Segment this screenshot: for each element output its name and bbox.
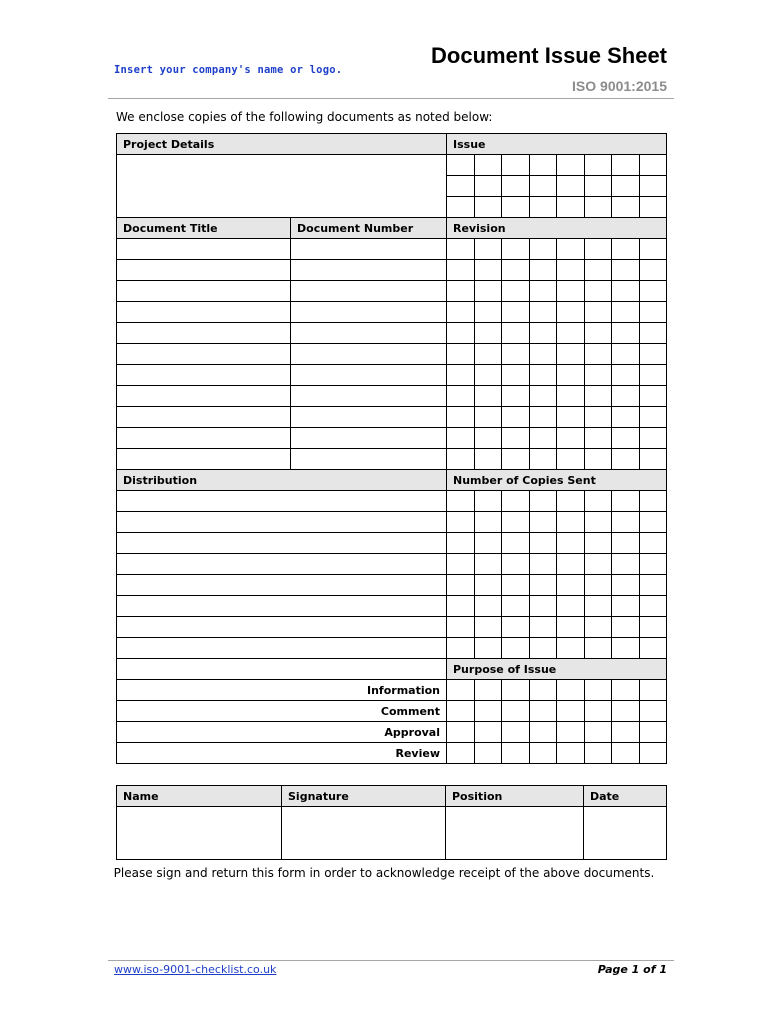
- revision-cell[interactable]: [612, 407, 640, 428]
- document-title-field[interactable]: [117, 428, 291, 449]
- distribution-header-row: [117, 470, 667, 491]
- copies-cell[interactable]: [612, 512, 640, 533]
- copies-cell[interactable]: [557, 638, 585, 659]
- revision-cell[interactable]: [584, 260, 612, 281]
- page-number: Page 1 of 1: [597, 963, 667, 976]
- document-number-field[interactable]: [291, 302, 447, 323]
- purpose-information-cell[interactable]: [612, 680, 640, 701]
- document-row: [117, 260, 667, 281]
- purpose-comment-cell[interactable]: [447, 701, 475, 722]
- revision-cell[interactable]: [584, 239, 612, 260]
- document-title-field[interactable]: [117, 386, 291, 407]
- issue-day-cell[interactable]: [447, 155, 475, 176]
- revision-cell[interactable]: [447, 260, 475, 281]
- purpose-approval-cell[interactable]: [612, 722, 640, 743]
- purpose-header-row: [117, 659, 667, 680]
- revision-cell[interactable]: [612, 302, 640, 323]
- company-name-placeholder: Insert your company's name or logo.: [114, 64, 343, 76]
- purpose-approval-cell[interactable]: [639, 722, 667, 743]
- footer-divider: [108, 960, 674, 961]
- issue-month-cell[interactable]: [502, 176, 530, 197]
- revision-cell[interactable]: [474, 281, 502, 302]
- purpose-information-cell[interactable]: [557, 680, 585, 701]
- copies-cell[interactable]: [639, 575, 667, 596]
- copies-cell[interactable]: [612, 575, 640, 596]
- copies-cell[interactable]: [557, 533, 585, 554]
- revision-cell[interactable]: [502, 407, 530, 428]
- copies-cell[interactable]: [639, 491, 667, 512]
- issue-month-cell[interactable]: [612, 176, 640, 197]
- purpose-approval-cell[interactable]: [447, 722, 475, 743]
- copies-cell[interactable]: [612, 638, 640, 659]
- revision-cell[interactable]: [612, 386, 640, 407]
- website-link[interactable]: www.iso-9001-checklist.co.uk: [114, 963, 277, 976]
- revision-cell[interactable]: [502, 323, 530, 344]
- position-header: Position: [446, 786, 584, 807]
- revision-cell[interactable]: [529, 344, 557, 365]
- document-number-field[interactable]: [291, 344, 447, 365]
- revision-cell[interactable]: [529, 281, 557, 302]
- revision-cell[interactable]: [474, 449, 502, 470]
- purpose-review-cell[interactable]: [474, 743, 502, 764]
- copies-cell[interactable]: [474, 533, 502, 554]
- purpose-comment-cell[interactable]: [529, 701, 557, 722]
- copies-cell[interactable]: [557, 617, 585, 638]
- distribution-row: [117, 533, 667, 554]
- copies-cell[interactable]: [447, 554, 475, 575]
- revision-cell[interactable]: [557, 386, 585, 407]
- signature-header: Signature: [282, 786, 446, 807]
- distribution-field[interactable]: [117, 596, 447, 617]
- revision-cell[interactable]: [447, 428, 475, 449]
- issue-month-cell[interactable]: [584, 176, 612, 197]
- copies-cell[interactable]: [612, 596, 640, 617]
- project-details-header: Project Details: [117, 134, 447, 155]
- copies-cell[interactable]: [502, 596, 530, 617]
- purpose-comment-cell[interactable]: [612, 701, 640, 722]
- revision-cell[interactable]: [529, 260, 557, 281]
- document-number-field[interactable]: [291, 428, 447, 449]
- copies-cell[interactable]: [502, 533, 530, 554]
- issue-month-cell[interactable]: [557, 176, 585, 197]
- document-number-field[interactable]: [291, 260, 447, 281]
- copies-cell[interactable]: [612, 533, 640, 554]
- revision-cell[interactable]: [639, 365, 667, 386]
- purpose-review-cell[interactable]: [447, 743, 475, 764]
- revision-cell[interactable]: [584, 365, 612, 386]
- revision-cell[interactable]: [557, 365, 585, 386]
- revision-cell[interactable]: [447, 449, 475, 470]
- document-row: [117, 302, 667, 323]
- purpose-approval-cell[interactable]: [502, 722, 530, 743]
- document-number-field[interactable]: [291, 281, 447, 302]
- copies-cell[interactable]: [447, 617, 475, 638]
- signature-field[interactable]: [282, 807, 446, 860]
- copies-cell[interactable]: [557, 596, 585, 617]
- copies-cell[interactable]: [447, 596, 475, 617]
- revision-cell[interactable]: [584, 428, 612, 449]
- revision-cell[interactable]: [529, 386, 557, 407]
- copies-cell[interactable]: [447, 512, 475, 533]
- copies-cell[interactable]: [529, 512, 557, 533]
- signoff-table: [116, 785, 667, 860]
- revision-cell[interactable]: [474, 344, 502, 365]
- issue-year-cell[interactable]: [612, 197, 640, 218]
- revision-cell[interactable]: [639, 239, 667, 260]
- copies-cell[interactable]: [639, 617, 667, 638]
- document-title-field[interactable]: [117, 323, 291, 344]
- revision-cell[interactable]: [447, 239, 475, 260]
- issue-day-cell[interactable]: [474, 155, 502, 176]
- copies-cell[interactable]: [584, 638, 612, 659]
- copies-cell[interactable]: [584, 533, 612, 554]
- document-row: [117, 407, 667, 428]
- copies-cell[interactable]: [529, 554, 557, 575]
- copies-cell[interactable]: [639, 554, 667, 575]
- copies-cell[interactable]: [474, 512, 502, 533]
- copies-cell[interactable]: [474, 575, 502, 596]
- issue-year-cell[interactable]: [584, 197, 612, 218]
- revision-cell[interactable]: [639, 428, 667, 449]
- issue-year-cell[interactable]: [474, 197, 502, 218]
- revision-cell[interactable]: [502, 428, 530, 449]
- issue-month-cell[interactable]: [474, 176, 502, 197]
- revision-cell[interactable]: [502, 386, 530, 407]
- purpose-review-cell[interactable]: [612, 743, 640, 764]
- copies-cell[interactable]: [557, 575, 585, 596]
- revision-cell[interactable]: [447, 407, 475, 428]
- purpose-row-review: [117, 743, 667, 764]
- revision-cell[interactable]: [474, 407, 502, 428]
- name-header: Name: [117, 786, 282, 807]
- document-number-header: Document Number: [291, 218, 447, 239]
- revision-cell[interactable]: [612, 260, 640, 281]
- revision-cell[interactable]: [502, 260, 530, 281]
- purpose-review-cell[interactable]: [639, 743, 667, 764]
- document-row: [117, 428, 667, 449]
- revision-cell[interactable]: [474, 239, 502, 260]
- revision-cell[interactable]: [612, 428, 640, 449]
- revision-cell[interactable]: [557, 302, 585, 323]
- project-details-field[interactable]: [117, 155, 447, 218]
- copies-cell[interactable]: [474, 554, 502, 575]
- purpose-comment-cell[interactable]: [557, 701, 585, 722]
- revision-cell[interactable]: [612, 344, 640, 365]
- revision-cell[interactable]: [584, 281, 612, 302]
- distribution-field[interactable]: [117, 554, 447, 575]
- copies-cell[interactable]: [474, 617, 502, 638]
- issue-day-cell[interactable]: [557, 155, 585, 176]
- copies-cell[interactable]: [447, 491, 475, 512]
- copies-cell[interactable]: [529, 596, 557, 617]
- revision-cell[interactable]: [447, 323, 475, 344]
- document-title-field[interactable]: [117, 239, 291, 260]
- purpose-information-cell[interactable]: [529, 680, 557, 701]
- issue-row-day: [117, 155, 667, 176]
- purpose-information-cell[interactable]: [474, 680, 502, 701]
- revision-cell[interactable]: [502, 281, 530, 302]
- issue-year-cell[interactable]: [557, 197, 585, 218]
- purpose-row-comment: [117, 701, 667, 722]
- copies-cell[interactable]: [529, 638, 557, 659]
- purpose-row-approval: [117, 722, 667, 743]
- revision-cell[interactable]: [639, 302, 667, 323]
- copies-cell[interactable]: [557, 512, 585, 533]
- revision-cell[interactable]: [447, 386, 475, 407]
- document-row: [117, 344, 667, 365]
- document-row: [117, 386, 667, 407]
- copies-cell[interactable]: [557, 491, 585, 512]
- position-field[interactable]: [446, 807, 584, 860]
- document-row: [117, 365, 667, 386]
- revision-cell[interactable]: [502, 239, 530, 260]
- document-number-field[interactable]: [291, 386, 447, 407]
- distribution-row: [117, 596, 667, 617]
- name-field[interactable]: [117, 807, 282, 860]
- revision-cell[interactable]: [529, 323, 557, 344]
- revision-cell[interactable]: [612, 239, 640, 260]
- purpose-comment-label: Comment: [117, 701, 447, 722]
- date-field[interactable]: [584, 807, 667, 860]
- purpose-review-label: Review: [117, 743, 447, 764]
- distribution-row: [117, 491, 667, 512]
- revision-cell[interactable]: [557, 239, 585, 260]
- purpose-comment-cell[interactable]: [502, 701, 530, 722]
- distribution-field[interactable]: [117, 491, 447, 512]
- revision-cell[interactable]: [639, 407, 667, 428]
- purpose-comment-cell[interactable]: [584, 701, 612, 722]
- revision-cell[interactable]: [612, 449, 640, 470]
- copies-cell[interactable]: [474, 491, 502, 512]
- copies-cell[interactable]: [502, 554, 530, 575]
- copies-cell[interactable]: [502, 617, 530, 638]
- purpose-information-label: Information: [117, 680, 447, 701]
- copies-sent-header: Number of Copies Sent: [447, 470, 667, 491]
- revision-cell[interactable]: [502, 449, 530, 470]
- issue-month-cell[interactable]: [639, 176, 667, 197]
- distribution-field[interactable]: [117, 617, 447, 638]
- copies-cell[interactable]: [639, 638, 667, 659]
- revision-cell[interactable]: [529, 239, 557, 260]
- copies-cell[interactable]: [612, 491, 640, 512]
- document-row: [117, 449, 667, 470]
- copies-cell[interactable]: [529, 575, 557, 596]
- document-title-field[interactable]: [117, 281, 291, 302]
- issue-year-cell[interactable]: [447, 197, 475, 218]
- copies-cell[interactable]: [529, 617, 557, 638]
- document-title-field[interactable]: [117, 407, 291, 428]
- distribution-field[interactable]: [117, 638, 447, 659]
- revision-cell[interactable]: [584, 302, 612, 323]
- purpose-approval-cell[interactable]: [557, 722, 585, 743]
- revision-cell[interactable]: [584, 323, 612, 344]
- copies-cell[interactable]: [639, 596, 667, 617]
- revision-cell[interactable]: [639, 344, 667, 365]
- purpose-approval-cell[interactable]: [474, 722, 502, 743]
- revision-cell[interactable]: [529, 449, 557, 470]
- document-title-field[interactable]: [117, 449, 291, 470]
- revision-cell[interactable]: [447, 344, 475, 365]
- revision-cell[interactable]: [474, 428, 502, 449]
- issue-day-cell[interactable]: [502, 155, 530, 176]
- issue-day-cell[interactable]: [529, 155, 557, 176]
- purpose-review-cell[interactable]: [557, 743, 585, 764]
- copies-cell[interactable]: [502, 491, 530, 512]
- distribution-row: [117, 575, 667, 596]
- revision-cell[interactable]: [502, 365, 530, 386]
- revision-cell[interactable]: [639, 449, 667, 470]
- revision-cell[interactable]: [447, 365, 475, 386]
- page-subtitle: ISO 9001:2015: [572, 78, 667, 94]
- purpose-approval-label: Approval: [117, 722, 447, 743]
- document-row: [117, 281, 667, 302]
- distribution-row: [117, 617, 667, 638]
- revision-cell[interactable]: [639, 281, 667, 302]
- purpose-approval-cell[interactable]: [529, 722, 557, 743]
- document-row: [117, 239, 667, 260]
- revision-cell[interactable]: [529, 407, 557, 428]
- project-header-row: [117, 134, 667, 155]
- copies-cell[interactable]: [584, 512, 612, 533]
- revision-cell[interactable]: [474, 386, 502, 407]
- issue-header: Issue: [447, 134, 667, 155]
- document-number-field[interactable]: [291, 365, 447, 386]
- revision-cell[interactable]: [584, 386, 612, 407]
- copies-cell[interactable]: [584, 575, 612, 596]
- document-title-field[interactable]: [117, 365, 291, 386]
- copies-cell[interactable]: [557, 554, 585, 575]
- copies-cell[interactable]: [612, 617, 640, 638]
- revision-cell[interactable]: [529, 365, 557, 386]
- purpose-approval-cell[interactable]: [584, 722, 612, 743]
- revision-cell[interactable]: [557, 428, 585, 449]
- copies-cell[interactable]: [584, 491, 612, 512]
- purpose-comment-cell[interactable]: [639, 701, 667, 722]
- revision-cell[interactable]: [447, 281, 475, 302]
- distribution-row: [117, 638, 667, 659]
- issue-year-cell[interactable]: [529, 197, 557, 218]
- issue-day-cell[interactable]: [584, 155, 612, 176]
- revision-cell[interactable]: [474, 323, 502, 344]
- document-number-field[interactable]: [291, 449, 447, 470]
- revision-cell[interactable]: [557, 407, 585, 428]
- revision-cell[interactable]: [557, 260, 585, 281]
- copies-cell[interactable]: [529, 491, 557, 512]
- issue-day-cell[interactable]: [639, 155, 667, 176]
- distribution-field[interactable]: [117, 533, 447, 554]
- purpose-of-issue-header: Purpose of Issue: [447, 659, 667, 680]
- page-title: Document Issue Sheet: [431, 43, 667, 68]
- issue-month-cell[interactable]: [529, 176, 557, 197]
- revision-cell[interactable]: [474, 260, 502, 281]
- document-title-field[interactable]: [117, 302, 291, 323]
- revision-cell[interactable]: [639, 260, 667, 281]
- purpose-information-cell[interactable]: [584, 680, 612, 701]
- revision-cell[interactable]: [557, 344, 585, 365]
- distribution-field[interactable]: [117, 575, 447, 596]
- revision-cell[interactable]: [639, 323, 667, 344]
- revision-cell[interactable]: [557, 449, 585, 470]
- revision-cell[interactable]: [557, 281, 585, 302]
- copies-cell[interactable]: [447, 533, 475, 554]
- purpose-information-cell[interactable]: [502, 680, 530, 701]
- purpose-information-cell[interactable]: [447, 680, 475, 701]
- copies-cell[interactable]: [447, 575, 475, 596]
- copies-cell[interactable]: [639, 533, 667, 554]
- issue-year-cell[interactable]: [639, 197, 667, 218]
- copies-cell[interactable]: [502, 575, 530, 596]
- revision-cell[interactable]: [529, 302, 557, 323]
- date-header: Date: [584, 786, 667, 807]
- issue-year-cell[interactable]: [502, 197, 530, 218]
- copies-cell[interactable]: [502, 512, 530, 533]
- revision-cell[interactable]: [474, 302, 502, 323]
- distribution-header: Distribution: [117, 470, 447, 491]
- revision-cell[interactable]: [529, 428, 557, 449]
- distribution-row: [117, 554, 667, 575]
- purpose-review-cell[interactable]: [502, 743, 530, 764]
- revision-cell[interactable]: [612, 365, 640, 386]
- revision-header: Revision: [447, 218, 667, 239]
- copies-cell[interactable]: [447, 638, 475, 659]
- copies-cell[interactable]: [584, 596, 612, 617]
- purpose-comment-cell[interactable]: [474, 701, 502, 722]
- copies-cell[interactable]: [529, 533, 557, 554]
- revision-cell[interactable]: [612, 323, 640, 344]
- copies-cell[interactable]: [612, 554, 640, 575]
- copies-cell[interactable]: [502, 638, 530, 659]
- revision-cell[interactable]: [584, 449, 612, 470]
- issue-month-cell[interactable]: [447, 176, 475, 197]
- purpose-information-cell[interactable]: [639, 680, 667, 701]
- document-title-header: Document Title: [117, 218, 291, 239]
- revision-cell[interactable]: [502, 344, 530, 365]
- header-divider: [108, 98, 674, 99]
- purpose-review-cell[interactable]: [584, 743, 612, 764]
- closing-text: Please sign and return this form in order to acknowledge receipt of the above documents.: [113, 866, 655, 880]
- revision-cell[interactable]: [557, 323, 585, 344]
- purpose-blank: [117, 659, 447, 680]
- copies-cell[interactable]: [639, 512, 667, 533]
- copies-cell[interactable]: [474, 638, 502, 659]
- revision-cell[interactable]: [474, 365, 502, 386]
- purpose-review-cell[interactable]: [529, 743, 557, 764]
- document-number-field[interactable]: [291, 239, 447, 260]
- document-row: [117, 323, 667, 344]
- copies-cell[interactable]: [474, 596, 502, 617]
- copies-cell[interactable]: [584, 617, 612, 638]
- copies-cell[interactable]: [584, 554, 612, 575]
- intro-text: We enclose copies of the following documents as noted below:: [116, 110, 493, 124]
- document-header-row: [117, 218, 667, 239]
- document-number-field[interactable]: [291, 407, 447, 428]
- revision-cell[interactable]: [612, 281, 640, 302]
- document-title-field[interactable]: [117, 260, 291, 281]
- purpose-row-information: [117, 680, 667, 701]
- distribution-field[interactable]: [117, 512, 447, 533]
- revision-cell[interactable]: [447, 302, 475, 323]
- issue-form-table: [116, 133, 667, 764]
- revision-cell[interactable]: [584, 407, 612, 428]
- revision-cell[interactable]: [584, 344, 612, 365]
- revision-cell[interactable]: [639, 386, 667, 407]
- issue-day-cell[interactable]: [612, 155, 640, 176]
- document-title-field[interactable]: [117, 344, 291, 365]
- distribution-row: [117, 512, 667, 533]
- document-number-field[interactable]: [291, 323, 447, 344]
- revision-cell[interactable]: [502, 302, 530, 323]
